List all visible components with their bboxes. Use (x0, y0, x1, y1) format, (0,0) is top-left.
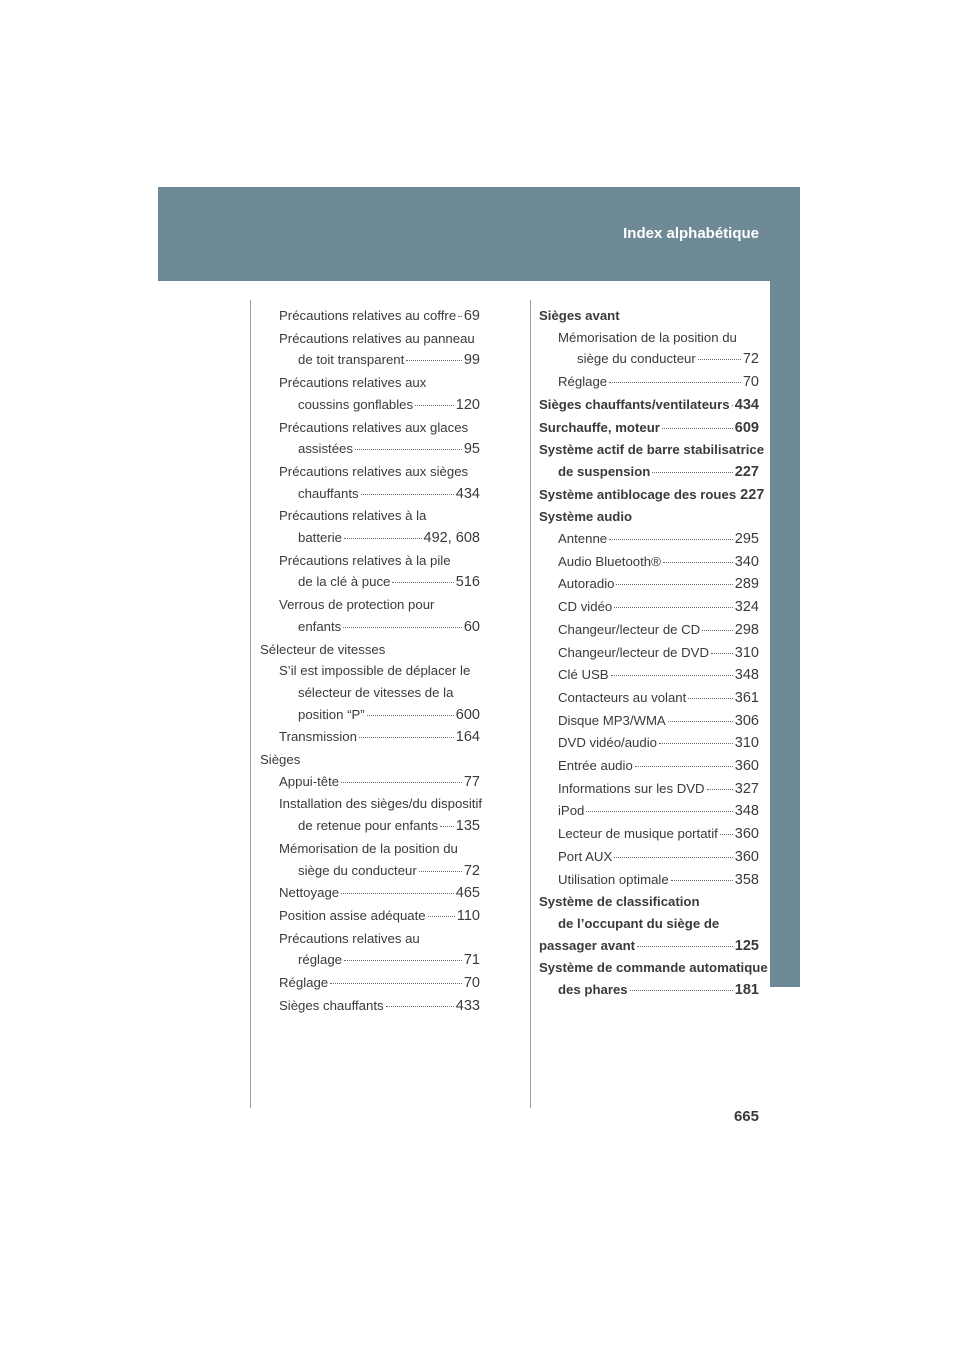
entry-page: 361 (734, 689, 759, 706)
leader-dots (635, 766, 733, 767)
index-entry (298, 704, 480, 727)
leader-dots (688, 698, 733, 699)
entry-text: Changeur/lecteur de DVD (558, 644, 710, 660)
index-entry (298, 860, 480, 883)
leader-dots (611, 675, 733, 676)
entry-page: 434 (455, 485, 480, 502)
leader-dots (344, 960, 462, 961)
entry-page: 492, 608 (423, 530, 480, 547)
leader-dots (406, 360, 462, 361)
index-entry: Système de classification (539, 894, 700, 910)
entry-page: 120 (455, 396, 480, 413)
entry-text: réglage (298, 952, 342, 968)
entry-page: 348 (734, 667, 759, 684)
entry-text: batterie (298, 530, 342, 546)
entry-page: 72 (463, 862, 480, 879)
entry-text: Audio Bluetooth® (558, 553, 661, 569)
entry-page: 434 (734, 396, 759, 413)
index-entry: Précautions relatives aux sièges (279, 463, 469, 479)
index-entry: Précautions relatives aux glaces (279, 419, 469, 435)
column-rule-left (250, 300, 251, 1108)
leader-dots (367, 715, 454, 716)
leader-dots (663, 562, 733, 563)
entry-text: de suspension (558, 463, 651, 479)
leader-dots (361, 494, 454, 495)
index-entry (558, 461, 759, 484)
leader-dots (440, 826, 454, 827)
index-entry (558, 732, 759, 755)
entry-text: Sièges chauffants (279, 997, 384, 1013)
entry-text: Utilisation optimale (558, 871, 669, 887)
index-entry (298, 616, 480, 639)
index-entry: S’il est impossible de déplacer le (279, 663, 471, 679)
index-entry (558, 528, 759, 551)
leader-dots (659, 743, 733, 744)
entry-page: 69 (463, 308, 480, 324)
leader-dots (720, 834, 733, 835)
leader-dots (614, 857, 733, 858)
entry-page: 77 (463, 773, 480, 790)
column-rule-right (530, 300, 531, 1108)
entry-text: Lecteur de musique portatif (558, 826, 718, 842)
index-entry: Précautions relatives au (279, 930, 420, 946)
leader-dots (415, 405, 454, 406)
entry-text: assistées (298, 441, 353, 457)
entry-page: 516 (455, 574, 480, 591)
leader-dots (637, 946, 733, 947)
leader-dots (341, 782, 462, 783)
index-entry (558, 710, 759, 733)
index-entry (558, 687, 759, 710)
index-entry (298, 438, 480, 461)
page-number: 665 (733, 1108, 759, 1125)
entry-page: 360 (734, 758, 759, 775)
entry-page: 433 (455, 997, 480, 1014)
entry-text: de la clé à puce (298, 574, 391, 590)
entry-text: Position assise adéquate (279, 907, 426, 923)
index-entry (558, 869, 759, 892)
index-entry: Précautions relatives aux (279, 375, 427, 391)
entry-text: Contacteurs au volant (558, 689, 687, 705)
entry-page: 99 (463, 352, 480, 369)
leader-dots (711, 653, 733, 654)
entry-page: 164 (455, 729, 480, 746)
header-band (158, 187, 800, 281)
index-entry (558, 664, 759, 687)
leader-dots (386, 1006, 454, 1007)
index-entry (539, 935, 759, 958)
entry-page: 348 (734, 803, 759, 820)
leader-dots (341, 893, 454, 894)
index-entry (279, 771, 480, 794)
entry-page: 125 (734, 937, 759, 954)
entry-text: des phares (558, 982, 628, 998)
leader-dots (428, 916, 455, 917)
entry-page: 227 (734, 463, 759, 480)
leader-dots (343, 627, 462, 628)
index-entry (558, 800, 759, 823)
index-entry: Sièges avant (539, 308, 620, 323)
entry-page: 310 (734, 735, 759, 752)
entry-text: Nettoyage (279, 885, 340, 901)
index-entry (558, 573, 759, 596)
index-entry (558, 551, 759, 574)
entry-page: 181 (734, 982, 759, 999)
entry-page: 306 (734, 712, 759, 729)
index-column-right (539, 305, 768, 1002)
index-entry (558, 778, 759, 801)
index-entry (279, 726, 480, 749)
index-entry: sélecteur de vitesses de la (298, 684, 454, 700)
index-entry (539, 417, 759, 440)
index-entry: Installation des sièges/du dispositif (279, 796, 483, 812)
index-entry: Mémorisation de la position du (279, 840, 458, 856)
entry-text: coussins gonflables (298, 396, 414, 412)
leader-dots (419, 871, 462, 872)
index-entry (558, 755, 759, 778)
entry-page: 324 (734, 599, 759, 616)
entry-page: 227 (740, 486, 765, 503)
index-entry: Sélecteur de vitesses (260, 641, 386, 657)
index-entry (279, 305, 480, 328)
index-entry (558, 979, 759, 1002)
entry-text: Informations sur les DVD (558, 780, 705, 796)
index-entry: Système audio (539, 509, 633, 525)
leader-dots (359, 737, 454, 738)
entry-text: Transmission (279, 729, 357, 745)
index-entry (558, 371, 759, 394)
leader-dots (392, 582, 453, 583)
entry-text: chauffants (298, 485, 359, 501)
leader-dots (330, 983, 462, 984)
entry-text: DVD vidéo/audio (558, 735, 657, 751)
leader-dots (609, 382, 741, 383)
entry-text: iPod (558, 803, 585, 819)
index-entry (577, 348, 759, 371)
entry-text: Sièges chauffants/ventilateurs (539, 396, 730, 412)
leader-dots (586, 811, 732, 812)
entry-page: 340 (734, 553, 759, 570)
entry-text: siège du conducteur (298, 862, 417, 878)
leader-dots (614, 607, 733, 608)
entry-text: Clé USB (558, 667, 609, 683)
entry-page: 298 (734, 621, 759, 638)
entry-page: 609 (734, 419, 759, 436)
leader-dots (671, 880, 733, 881)
entry-text: Système antiblocage des roues (539, 486, 737, 502)
entry-page: 72 (742, 351, 759, 368)
index-entry (279, 882, 480, 905)
index-entry (558, 846, 759, 869)
index-column-left (260, 305, 483, 1018)
index-entry (298, 483, 480, 506)
entry-text: Port AUX (558, 848, 613, 864)
entry-page: 70 (463, 975, 480, 992)
entry-text: Réglage (558, 374, 608, 390)
index-entry (539, 484, 765, 507)
index-entry: Système de commande automatique (539, 960, 768, 976)
index-entry: Précautions relatives au panneau (279, 330, 475, 346)
entry-page: 360 (734, 826, 759, 843)
entry-text: Changeur/lecteur de CD (558, 621, 701, 637)
entry-text: passager avant (539, 937, 636, 953)
index-entry (298, 571, 480, 594)
entry-text: de toit transparent (298, 352, 405, 368)
entry-page: 60 (463, 618, 480, 635)
index-entry (279, 972, 480, 995)
index-entry: Système actif de barre stabilisatrice (539, 442, 765, 458)
index-entry (298, 349, 480, 372)
index-entry (279, 995, 480, 1018)
entry-text: siège du conducteur (577, 351, 696, 367)
leader-dots (458, 316, 462, 317)
entry-page: 135 (455, 818, 480, 835)
entry-text: Réglage (279, 975, 329, 991)
entry-text: de retenue pour enfants (298, 818, 439, 834)
entry-text: Surchauffe, moteur (539, 419, 660, 435)
entry-text: Précautions relatives au coffre (279, 308, 457, 323)
leader-dots (707, 789, 733, 790)
entry-text: Entrée audio (558, 758, 633, 774)
entry-text: enfants (298, 618, 342, 634)
leader-dots (630, 990, 733, 991)
index-entry: Sièges (260, 752, 301, 768)
entry-text: CD vidéo (558, 599, 613, 615)
leader-dots (662, 428, 733, 429)
entry-page: 95 (463, 441, 480, 458)
index-entry (558, 619, 759, 642)
index-entry (558, 642, 759, 665)
index-entry (558, 823, 759, 846)
entry-page: 358 (734, 871, 759, 888)
leader-dots (355, 449, 462, 450)
entry-page: 465 (455, 885, 480, 902)
entry-text: Appui-tête (279, 773, 340, 789)
leader-dots (609, 539, 733, 540)
index-entry (279, 905, 480, 928)
entry-text: position “P” (298, 706, 365, 722)
index-entry (539, 394, 759, 417)
index-entry (298, 394, 480, 417)
entry-page: 600 (455, 706, 480, 723)
side-tab (770, 281, 800, 987)
index-entry: Précautions relatives à la (279, 508, 427, 524)
leader-dots (698, 359, 741, 360)
index-entry (558, 596, 759, 619)
leader-dots (732, 405, 733, 406)
entry-page: 327 (734, 780, 759, 797)
leader-dots (344, 538, 422, 539)
entry-page: 360 (734, 848, 759, 865)
index-entry: Mémorisation de la position du (558, 329, 737, 345)
index-entry (298, 949, 480, 972)
entry-text: Disque MP3/WMA (558, 712, 666, 728)
entry-page: 310 (734, 644, 759, 661)
leader-dots (652, 472, 732, 473)
index-entry: Verrous de protection pour (279, 597, 435, 613)
entry-page: 295 (734, 531, 759, 548)
entry-page: 110 (456, 907, 480, 924)
leader-dots (616, 584, 732, 585)
entry-text: Antenne (558, 531, 608, 547)
entry-page: 71 (463, 952, 480, 969)
entry-page: 289 (734, 576, 759, 593)
index-entry (298, 527, 480, 550)
leader-dots (668, 721, 733, 722)
index-entry: de l’occupant du siège de (558, 915, 720, 931)
index-entry (298, 815, 480, 838)
entry-text: Autoradio (558, 576, 615, 592)
leader-dots (702, 630, 733, 631)
section-title: Index alphabétique (623, 225, 759, 242)
entry-page: 70 (742, 374, 759, 391)
index-entry: Précautions relatives à la pile (279, 552, 451, 568)
